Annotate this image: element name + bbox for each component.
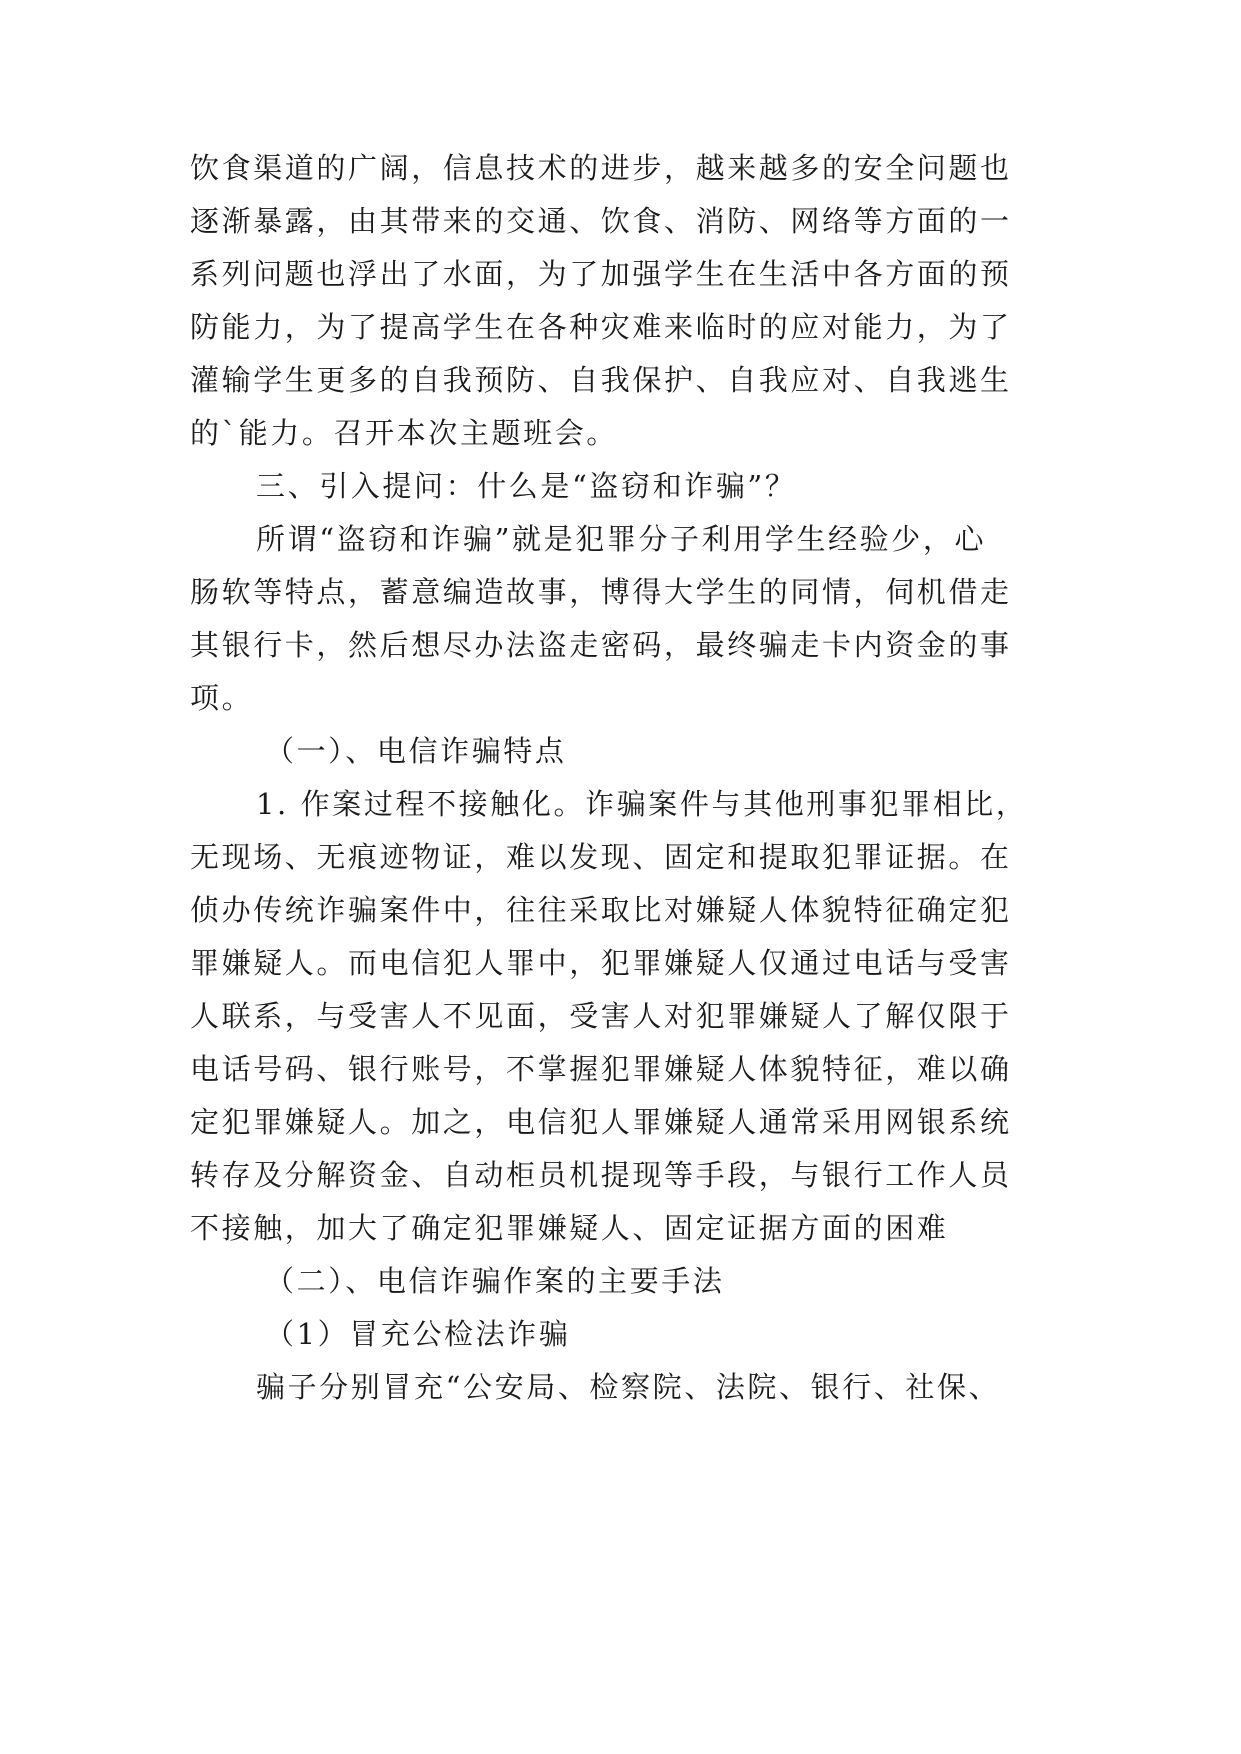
list-item-heading: （1）冒充公检法诈骗 [265,1317,571,1351]
text-line: 转存及分解资金、自动柜员机提现等手段，与银行工作人员 [190,1158,1012,1192]
text-line: 无现场、无痕迹物证，难以发现、固定和提取犯罪证据。在 [190,840,1012,874]
text-line: 不接触，加大了确定犯罪嫌疑人、固定证据方面的困难 [190,1211,949,1245]
text-line: 灌输学生更多的自我预防、自我保护、自我应对、自我逃生 [190,363,1012,397]
text-line: 人联系，与受害人不见面，受害人对犯罪嫌疑人了解仅限于 [190,999,1012,1033]
text-line: 项。 [190,681,254,715]
subsection-heading: （一）、电信诈骗特点 [265,734,567,768]
section-heading: 三、引入提问：什么是“盗窃和诈骗”？ [256,469,797,503]
text-line: 逐渐暴露，由其带来的交通、饮食、消防、网络等方面的一 [190,204,1012,238]
text-line: 1. 作案过程不接触化。诈骗案件与其他刑事犯罪相比， [256,787,1028,821]
text-line: 饮食渠道的广阔，信息技术的进步，越来越多的安全问题也 [190,151,1012,185]
text-line: 罪嫌疑人。而电信犯人罪中，犯罪嫌疑人仅通过电话与受害 [190,946,1012,980]
text-line: 电话号码、银行账号，不掌握犯罪嫌疑人体貌特征，难以确 [190,1052,1012,1086]
text-line: 其银行卡，然后想尽办法盗走密码，最终骗走卡内资金的事 [190,628,1012,662]
text-line: 所谓“盗窃和诈骗”就是犯罪分子利用学生经验少，心 [256,522,987,556]
text-line: 骗子分别冒充“公安局、检察院、法院、银行、社保、 [256,1370,1001,1404]
text-line: 侦办传统诈骗案件中，往往采取比对嫌疑人体貌特征确定犯 [190,893,1012,927]
text-line: 肠软等特点，蓄意编造故事，博得大学生的同情，伺机借走 [190,575,1012,609]
text-line: 定犯罪嫌疑人。加之，电信犯人罪嫌疑人通常采用网银系统 [190,1105,1012,1139]
text-line: 的`能力。召开本次主题班会。 [190,416,618,450]
text-line: 系列问题也浮出了水面，为了加强学生在生活中各方面的预 [190,257,1012,291]
text-line: 防能力，为了提高学生在各种灾难来临时的应对能力，为了 [190,310,1012,344]
subsection-heading: （二）、电信诈骗作案的主要手法 [265,1264,725,1298]
